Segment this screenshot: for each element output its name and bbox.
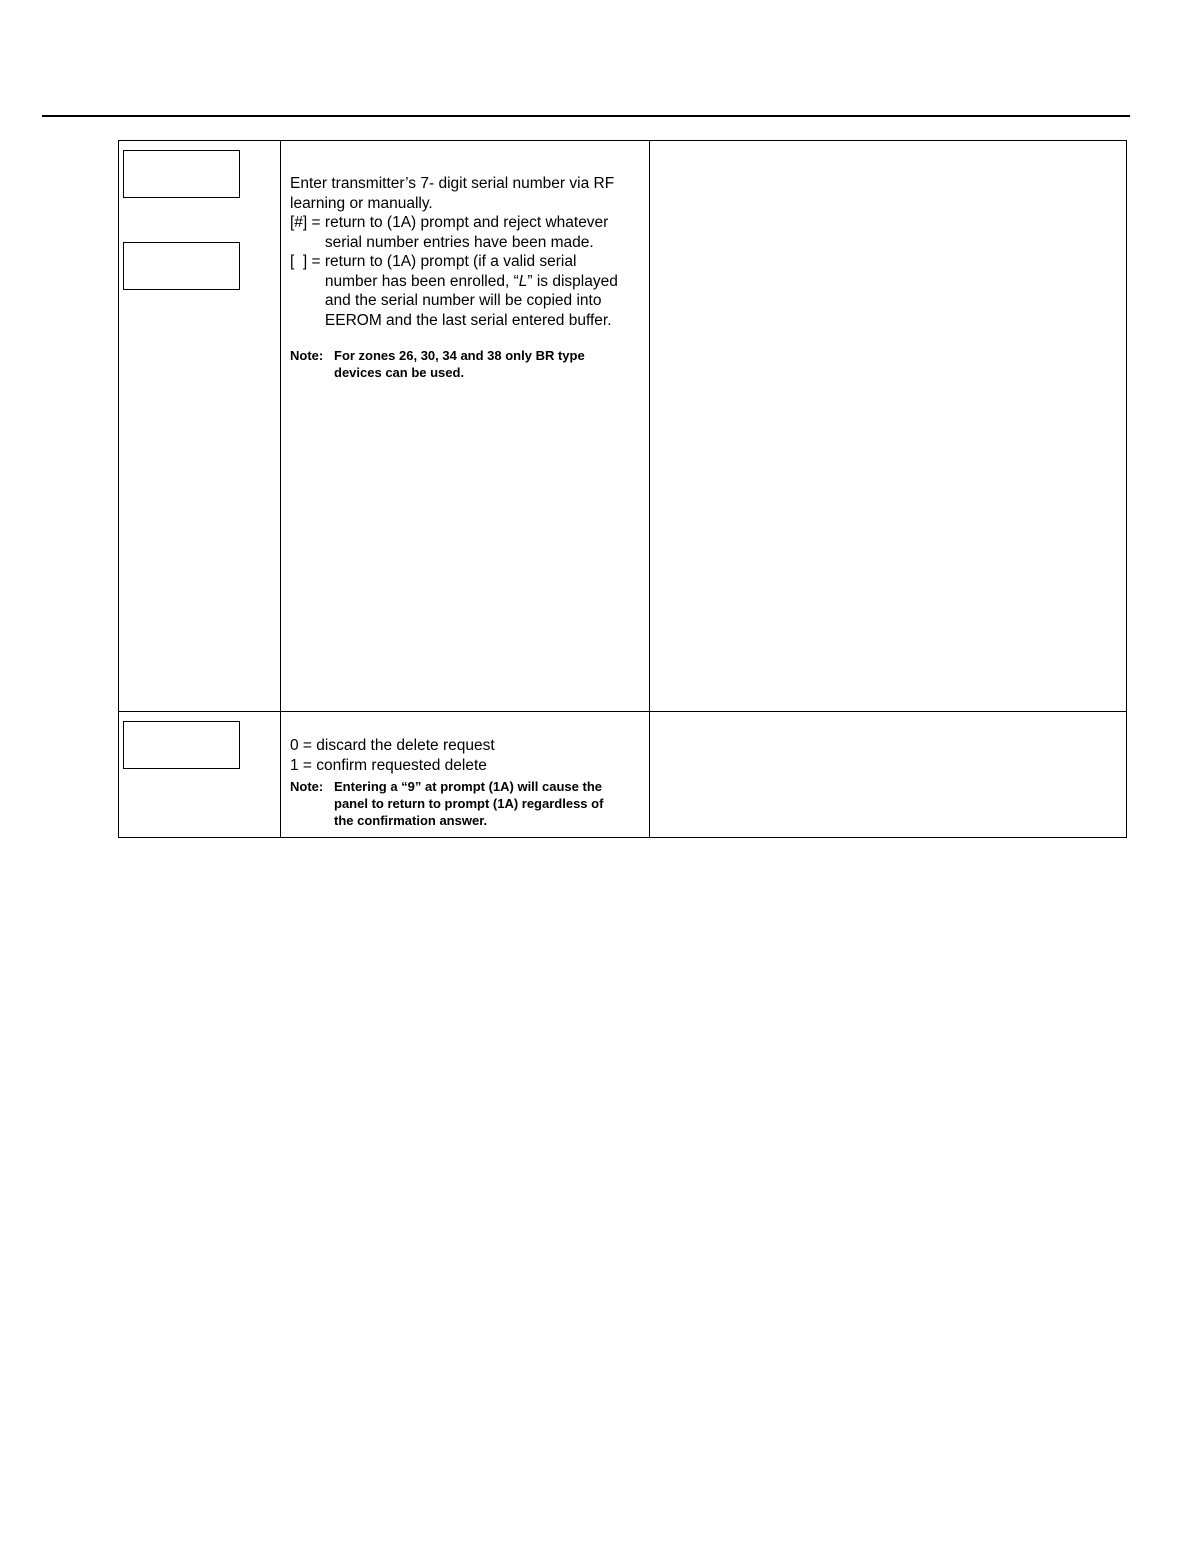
hash-key-option — [290, 213, 618, 252]
row2-note — [290, 778, 603, 829]
note-label: Note: — [290, 348, 324, 363]
star-key-line4: EEROM and the last serial entered buffer. — [324, 311, 612, 329]
star-key-line2: number has been enrolled, “L” is displayed — [324, 272, 618, 290]
row1-note — [290, 347, 585, 381]
row1-note-line1: For zones 26, 30, 34 and 38 only BR type — [334, 348, 585, 363]
option-discard: 0 = discard the delete request — [290, 737, 495, 754]
row2-note-line3: the confirmation answer. — [334, 813, 488, 828]
star-key-option — [290, 252, 618, 330]
hash-key-line1: return to (1A) prompt and reject whatever — [324, 214, 609, 231]
star-key-label: [ ] = — [290, 253, 325, 270]
row2-description — [290, 736, 495, 775]
row-divider — [119, 711, 1126, 712]
hash-key-line2: serial number entries have been made. — [324, 233, 594, 251]
serial-intro-line1: Enter transmitter’s 7- digit serial number via RF — [290, 175, 615, 192]
serial-intro-line2: learning or manually. — [290, 194, 433, 212]
display-box-serial-entry — [123, 150, 240, 198]
column-divider-1 — [280, 141, 281, 837]
star-key-line3: and the serial number will be copied into — [324, 292, 602, 309]
note-label: Note: — [290, 779, 324, 794]
header-rule — [42, 115, 1130, 117]
row2-note-line2: panel to return to prompt (1A) regardless of — [334, 796, 604, 811]
option-confirm: 1 = confirm requested delete — [290, 756, 487, 774]
display-box-delete-confirm — [123, 721, 240, 769]
row1-description — [290, 174, 618, 330]
display-box-serial-confirm — [123, 242, 240, 290]
star-key-line1: return to (1A) prompt (if a valid serial — [324, 253, 577, 270]
column-divider-2 — [649, 141, 650, 837]
row1-note-line2: devices can be used. — [334, 365, 465, 380]
programming-table — [118, 140, 1127, 838]
hash-key-label: [#] = — [290, 214, 325, 231]
row2-note-line1: Entering a “9” at prompt (1A) will cause the — [334, 779, 602, 794]
